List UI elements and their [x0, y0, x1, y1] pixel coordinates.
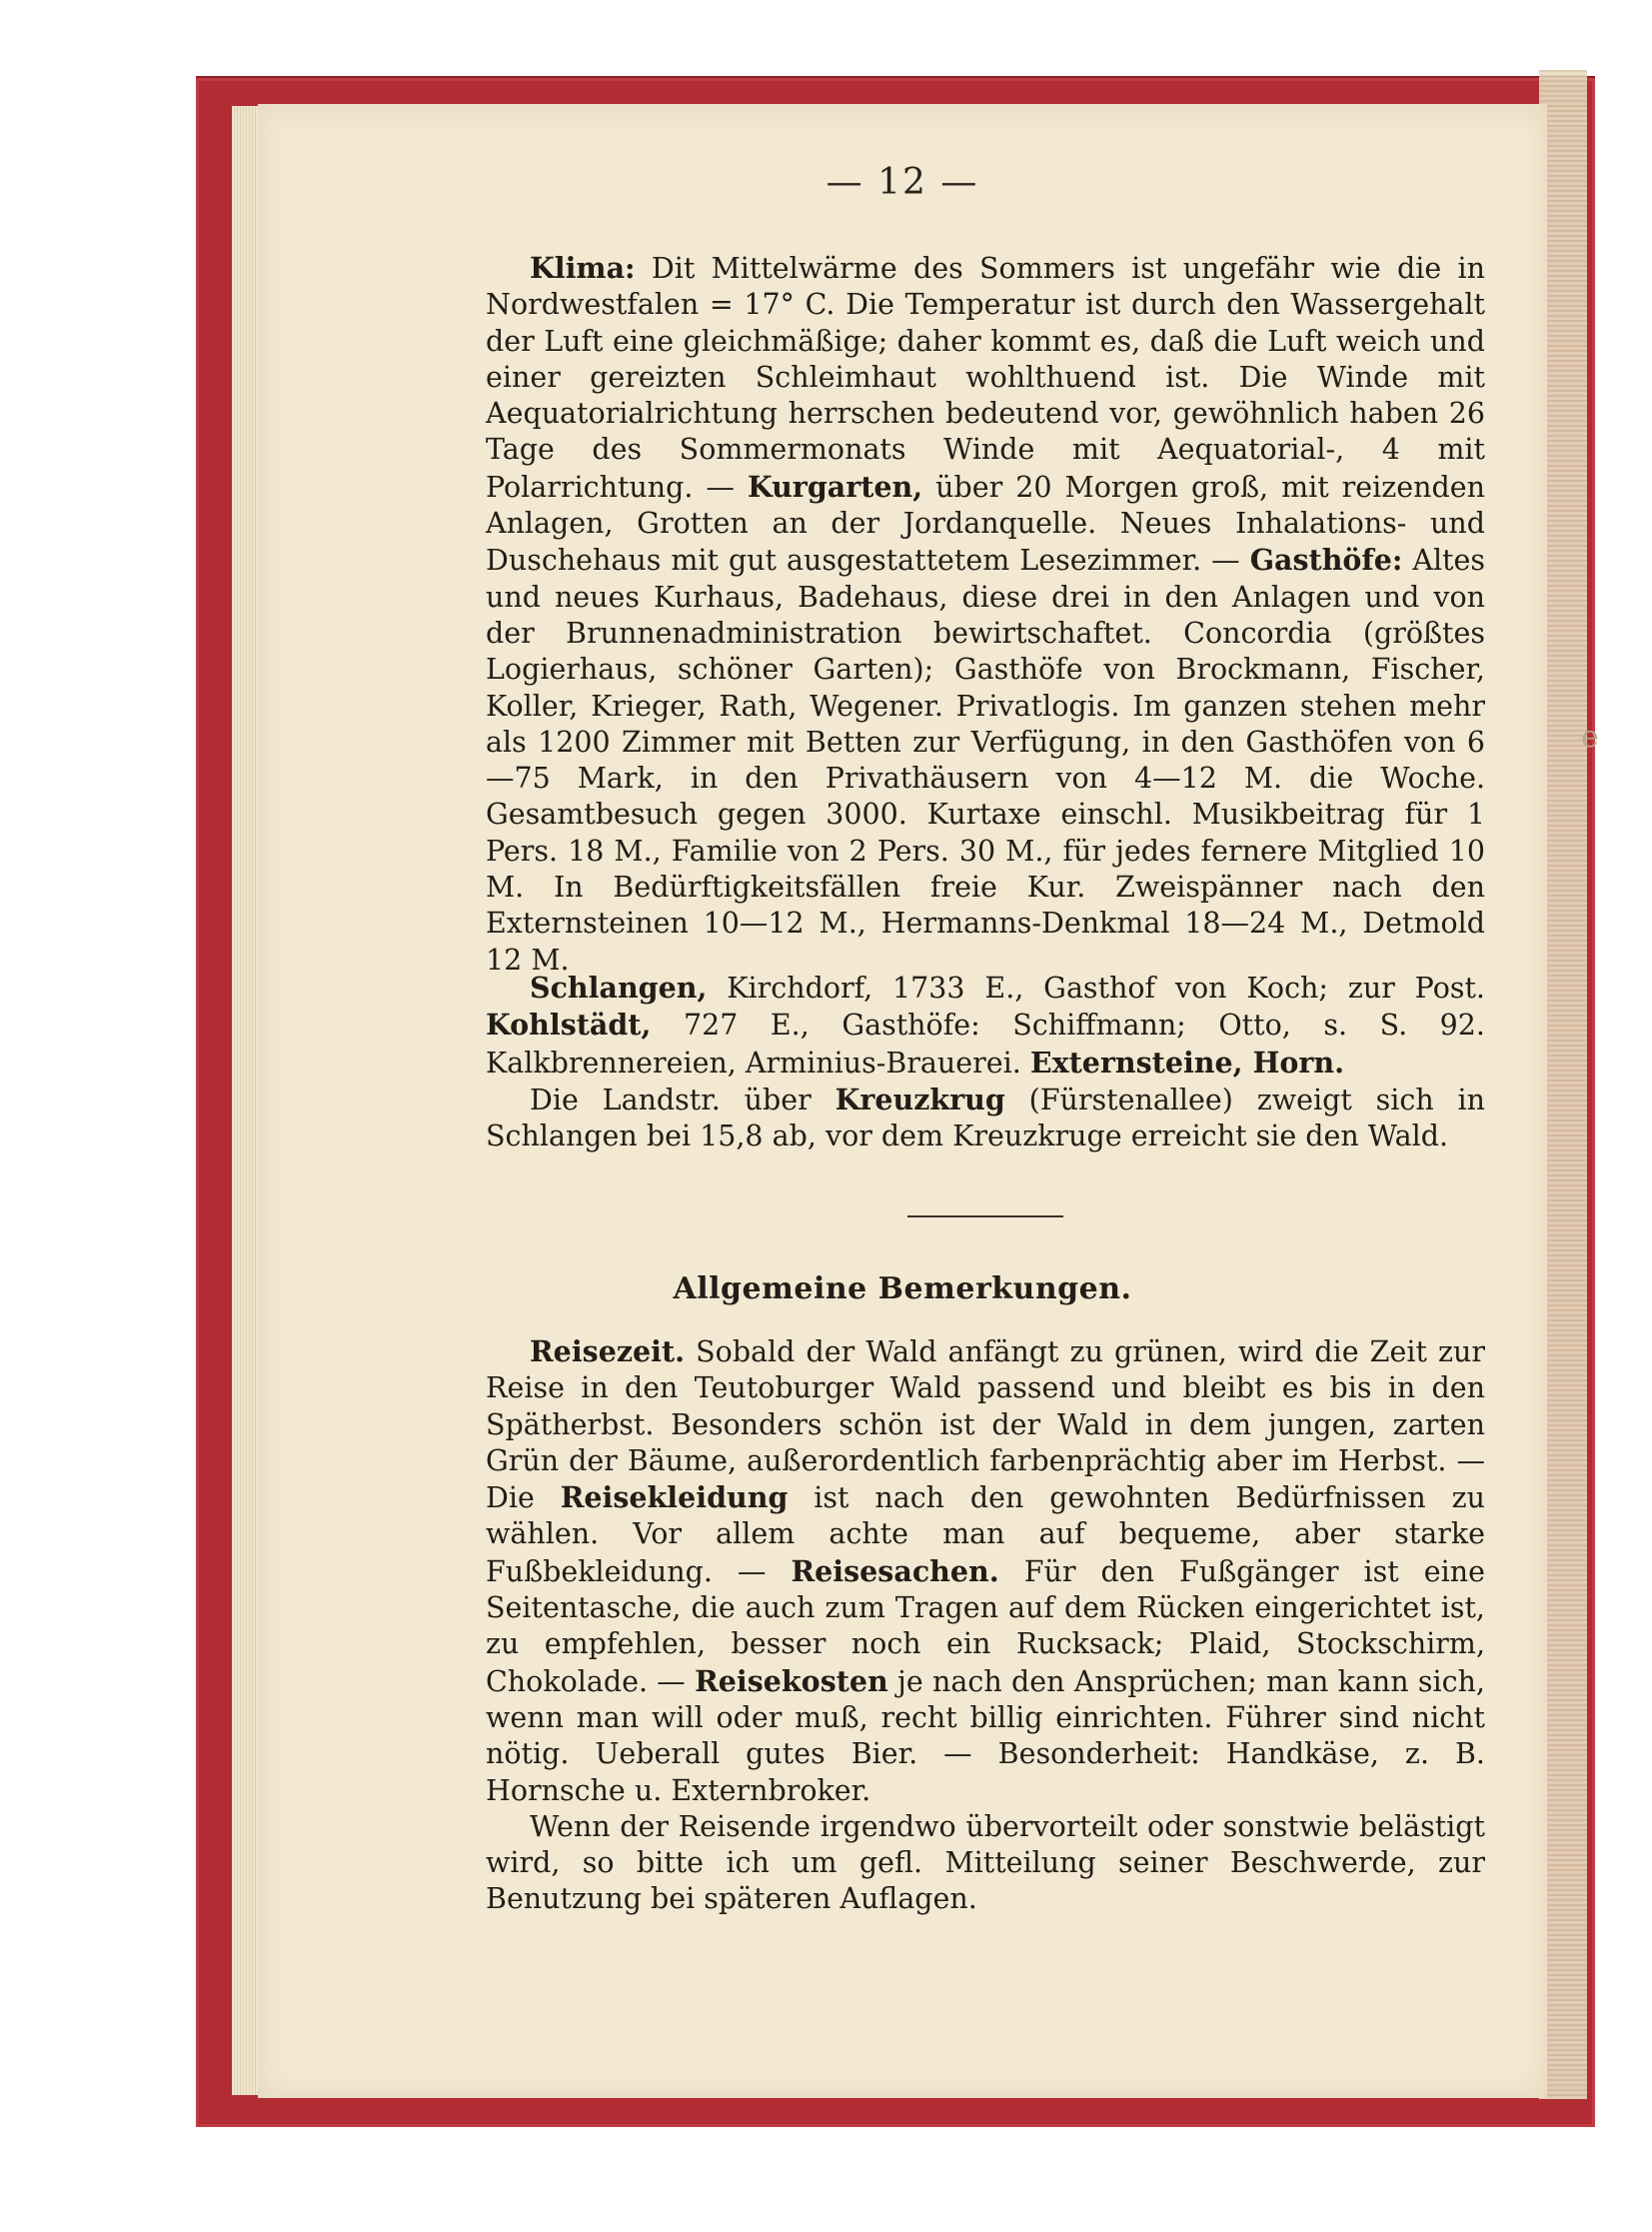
klima-label: Klima:: [530, 251, 636, 285]
gasthoefe-label: Gasthöfe:: [1249, 543, 1403, 578]
landstrasse-paragraph: [486, 1082, 1485, 1155]
bemerkungen-block: [486, 1333, 1485, 1918]
gasthoefe-text: Altes und neues Kurhaus, Badehaus, diese drei in den Anlagen und von der Brunnenadministration bewirtschaftet. Concordia (größtes Logierhaus, schöner Garten); Gasthöfe von Brockmann, Fischer, Koller, Krieger, Rath, Wegener. Privatlogis. Im ganzen stehen mehr als 1200 Zimmer mit Betten zur Verfügung, in den Gasthöfen von 6—75 Mark, in den Privathäusern von 4—12 M. die Woche. Gesamtbesuch gegen 3000. Kurtaxe einschl. Musikbeitrag für 1 Pers. 18 M., Familie von 2 Pers. 30 M., für jedes fernere Mitglied 10 M. In Bedürftigkeitsfällen freie Kur. Zweispänner nach den Externsteinen 10—12 M., Hermanns-Denkmal 18—24 M., Detmold 12 M.: [486, 544, 1486, 977]
kreuzkrug-label: Kreuzkrug: [834, 1082, 1005, 1116]
schlangen-text: Kirchdorf, 1733 E., Gasthof von Koch; zur Post.: [707, 972, 1485, 1005]
reisezeit-paragraph: [486, 1333, 1485, 1809]
beschwerde-paragraph: Wenn der Reisende irgendwo übervorteilt oder sonstwie belästigt wird, so bitte ich um gefl. Mitteilung seiner Beschwerde, zur Benutzung bei späteren Auflagen.: [486, 1809, 1485, 1916]
edge-mark: e: [1581, 720, 1599, 755]
book-page: [258, 104, 1547, 2098]
kohlstaedt-text: 727 E., Gasthöfe: Schiffmann; Otto, s. S. 92. Kalkbrennereien, Arminius-Brauerei.: [486, 1009, 1485, 1080]
reisesachen-text: Für den Fußgänger ist eine Seitentasche, die auch zum Tragen auf dem Rücken eingerichtet ist, zu empfehlen, besser noch ein Rucksack; Plaid, Stockschirm, Chokolade. —: [486, 1554, 1485, 1698]
reisezeit-label: Reisezeit.: [530, 1334, 686, 1368]
reisekleidung-text: ist nach den gewohnten Bedürfnissen zu wählen. Vor allem achte man auf bequeme, aber starke Fußbekleidung. —: [486, 1481, 1486, 1588]
kohlstaedt-label: Kohlstädt,: [486, 1008, 652, 1043]
reisekleidung-label: Reisekleidung: [560, 1480, 789, 1515]
klima-block: [486, 250, 1485, 979]
externsteine-label: Externsteine, Horn.: [1029, 1045, 1345, 1080]
klima-text: Dit Mittelwärme des Sommers ist ungefähr wie die in Nordwestfalen = 17° C. Die Temperatur ist durch den Wassergehalt der Luft eine gleichmäßige; daher kommt es, daß die Luft weich und einer gereizten Schleimhaut wohlthuend ist. Die Winde mit Aequatorialrichtung herrschen bedeutend vor, gewöhnlich haben 26 Tage des Sommermonats Winde mit Aequatorial-, 4 mit Polarrichtung. —: [486, 252, 1485, 504]
landstrasse-text-1: Die Landstr. über: [530, 1083, 835, 1116]
klima-paragraph: [486, 250, 1485, 979]
section-divider: [907, 1215, 1063, 1217]
kurgarten-text: über 20 Morgen groß, mit reizenden Anlagen, Grotten an der Jordanquelle. Neues Inhalations- und Duschehaus mit gut ausgestattetem Lesezimmer. —: [486, 470, 1485, 578]
reisekosten-label: Reisekosten: [695, 1663, 888, 1698]
section-title: Allgemeine Bemerkungen.: [673, 1271, 1132, 1306]
schlangen-block: [486, 970, 1485, 1154]
landstrasse-text-2: (Fürstenallee) zweigt sich in Schlangen bei 15,8 ab, vor dem Kreuzkruge erreicht sie den Wald.: [486, 1083, 1485, 1153]
schlangen-label: Schlangen,: [530, 971, 708, 1005]
reisezeit-text: Sobald der Wald anfängt zu grünen, wird die Zeit zur Reise in den Teutoburger Wald passend und bleibt es bis in den Spätherbst. Besonders schön ist der Wald in dem jungen, zarten Grün der Bäume, außerordentlich farbenprächtig aber im Herbst. — Die: [486, 1335, 1485, 1515]
reisesachen-label: Reisesachen.: [791, 1553, 999, 1588]
kurgarten-label: Kurgarten,: [747, 469, 923, 504]
page-number: — 12 —: [826, 162, 979, 203]
reisekosten-text: je nach den Ansprüchen; man kann sich, wenn man will oder muß, recht billig einrichten. Führer sind nicht nötig. Ueberall gutes Bier. — Besonderheit: Handkäse, z. B. Hornsche u. Externbroker.: [486, 1664, 1485, 1807]
schlangen-paragraph: [486, 970, 1485, 1082]
